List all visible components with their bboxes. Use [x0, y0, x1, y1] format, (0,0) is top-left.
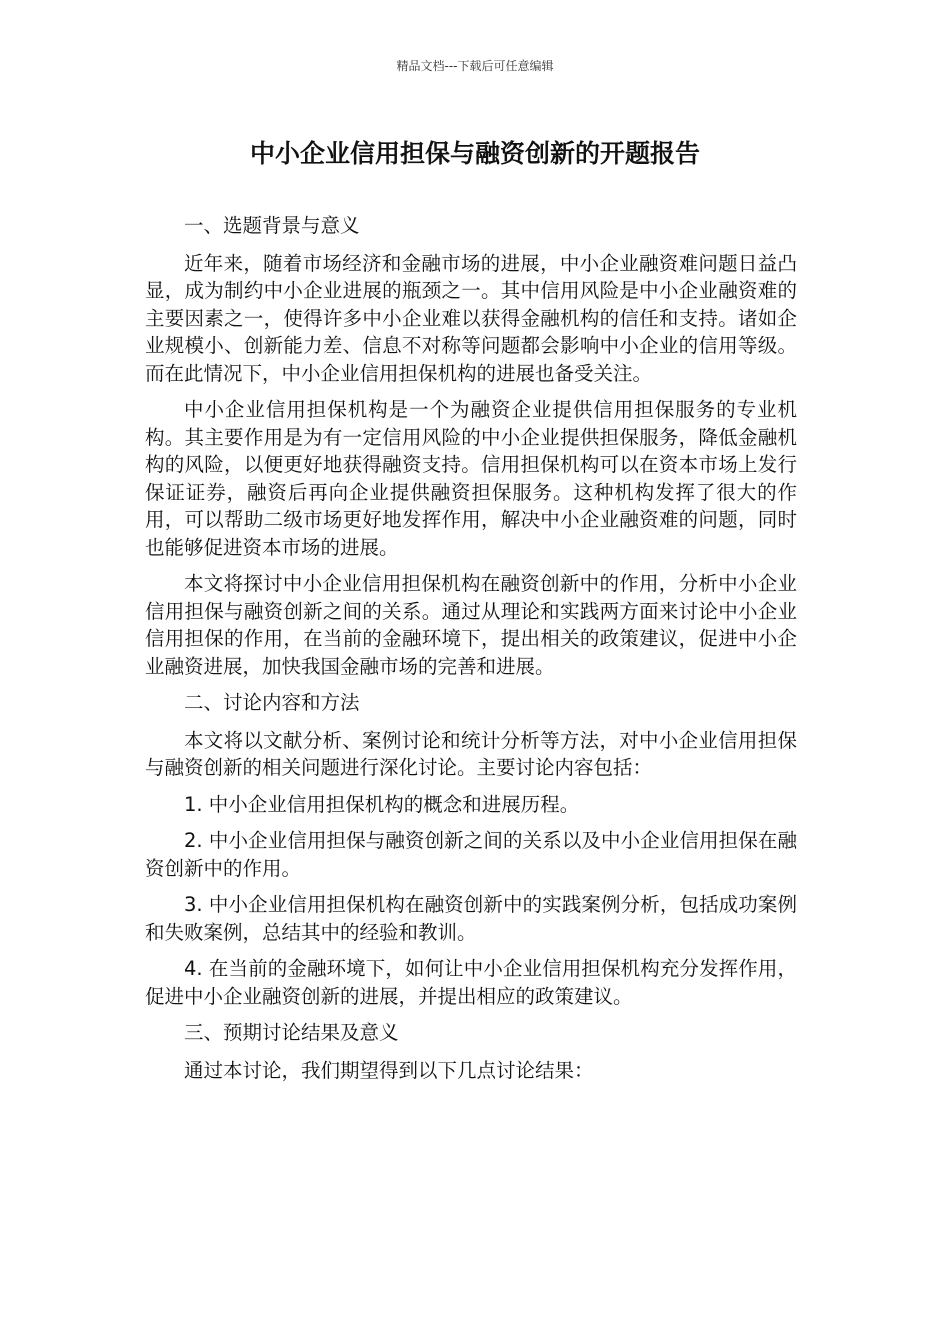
- section-1-heading: 一、选题背景与意义: [184, 214, 360, 237]
- section-2-list-item-4: 4. 在当前的金融环境下，如何让中小企业信用担保机构充分发挥作用，促进中小企业融资创新的进展，并提出相应的政策建议。: [145, 957, 797, 1008]
- document-title: 中小企业信用担保与融资创新的开题报告: [249, 139, 700, 168]
- document-body: [145, 212, 797, 1093]
- section-2-paragraph-1: 本文将以文献分析、案例讨论和统计分析等方法，对中小企业信用担保与融资创新的相关问题进行深化讨论。主要讨论内容包括：: [145, 728, 797, 779]
- page-header-watermark: 精品文档---下载后可任意编辑: [396, 59, 554, 73]
- section-2-list-item-1: 1. 中小企业信用担保机构的概念和进展历程。: [184, 792, 580, 816]
- section-1-paragraph-2: 中小企业信用担保机构是一个为融资企业提供信用担保服务的专业机构。其主要作用是为有一定信用风险的中小企业提供担保服务，降低金融机构的风险，以便更好地获得融资支持。信用担保机构可以在资本市场上发行保证证券，融资后再向企业提供融资担保服务。这种机构发挥了很大的作用，可以帮助二级市场更好地发挥作用，解决中小企业融资难的问题，同时也能够促进资本市场的进展。: [145, 398, 797, 559]
- section-3-heading: 三、预期讨论结果及意义: [184, 1021, 399, 1044]
- section-2-heading: 二、讨论内容和方法: [184, 691, 360, 714]
- section-1-paragraph-3: 本文将探讨中小企业信用担保机构在融资创新中的作用，分析中小企业信用担保与融资创新之间的关系。通过从理论和实践两方面来讨论中小企业信用担保的作用，在当前的金融环境下，提出相关的政策建议，促进中小企业融资进展，加快我国金融市场的完善和进展。: [145, 572, 797, 678]
- section-2-list-item-3: 3. 中小企业信用担保机构在融资创新中的实践案例分析，包括成功案例和失败案例，总结其中的经验和教训。: [145, 893, 797, 944]
- section-2-list-item-2: 2. 中小企业信用担保与融资创新之间的关系以及中小企业信用担保在融资创新中的作用。: [145, 829, 797, 880]
- section-1-paragraph-1: 近年来，随着市场经济和金融市场的进展，中小企业融资难问题日益凸显，成为制约中小企业进展的瓶颈之一。其中信用风险是中小企业融资难的主要因素之一，使得许多中小企业难以获得金融机构的信任和支持。诸如企业规模小、创新能力差、信息不对称等问题都会影响中小企业的信用等级。而在此情况下，中小企业信用担保机构的进展也备受关注。: [145, 251, 797, 385]
- section-3-paragraph-1: 通过本讨论，我们期望得到以下几点讨论结果：: [184, 1058, 594, 1082]
